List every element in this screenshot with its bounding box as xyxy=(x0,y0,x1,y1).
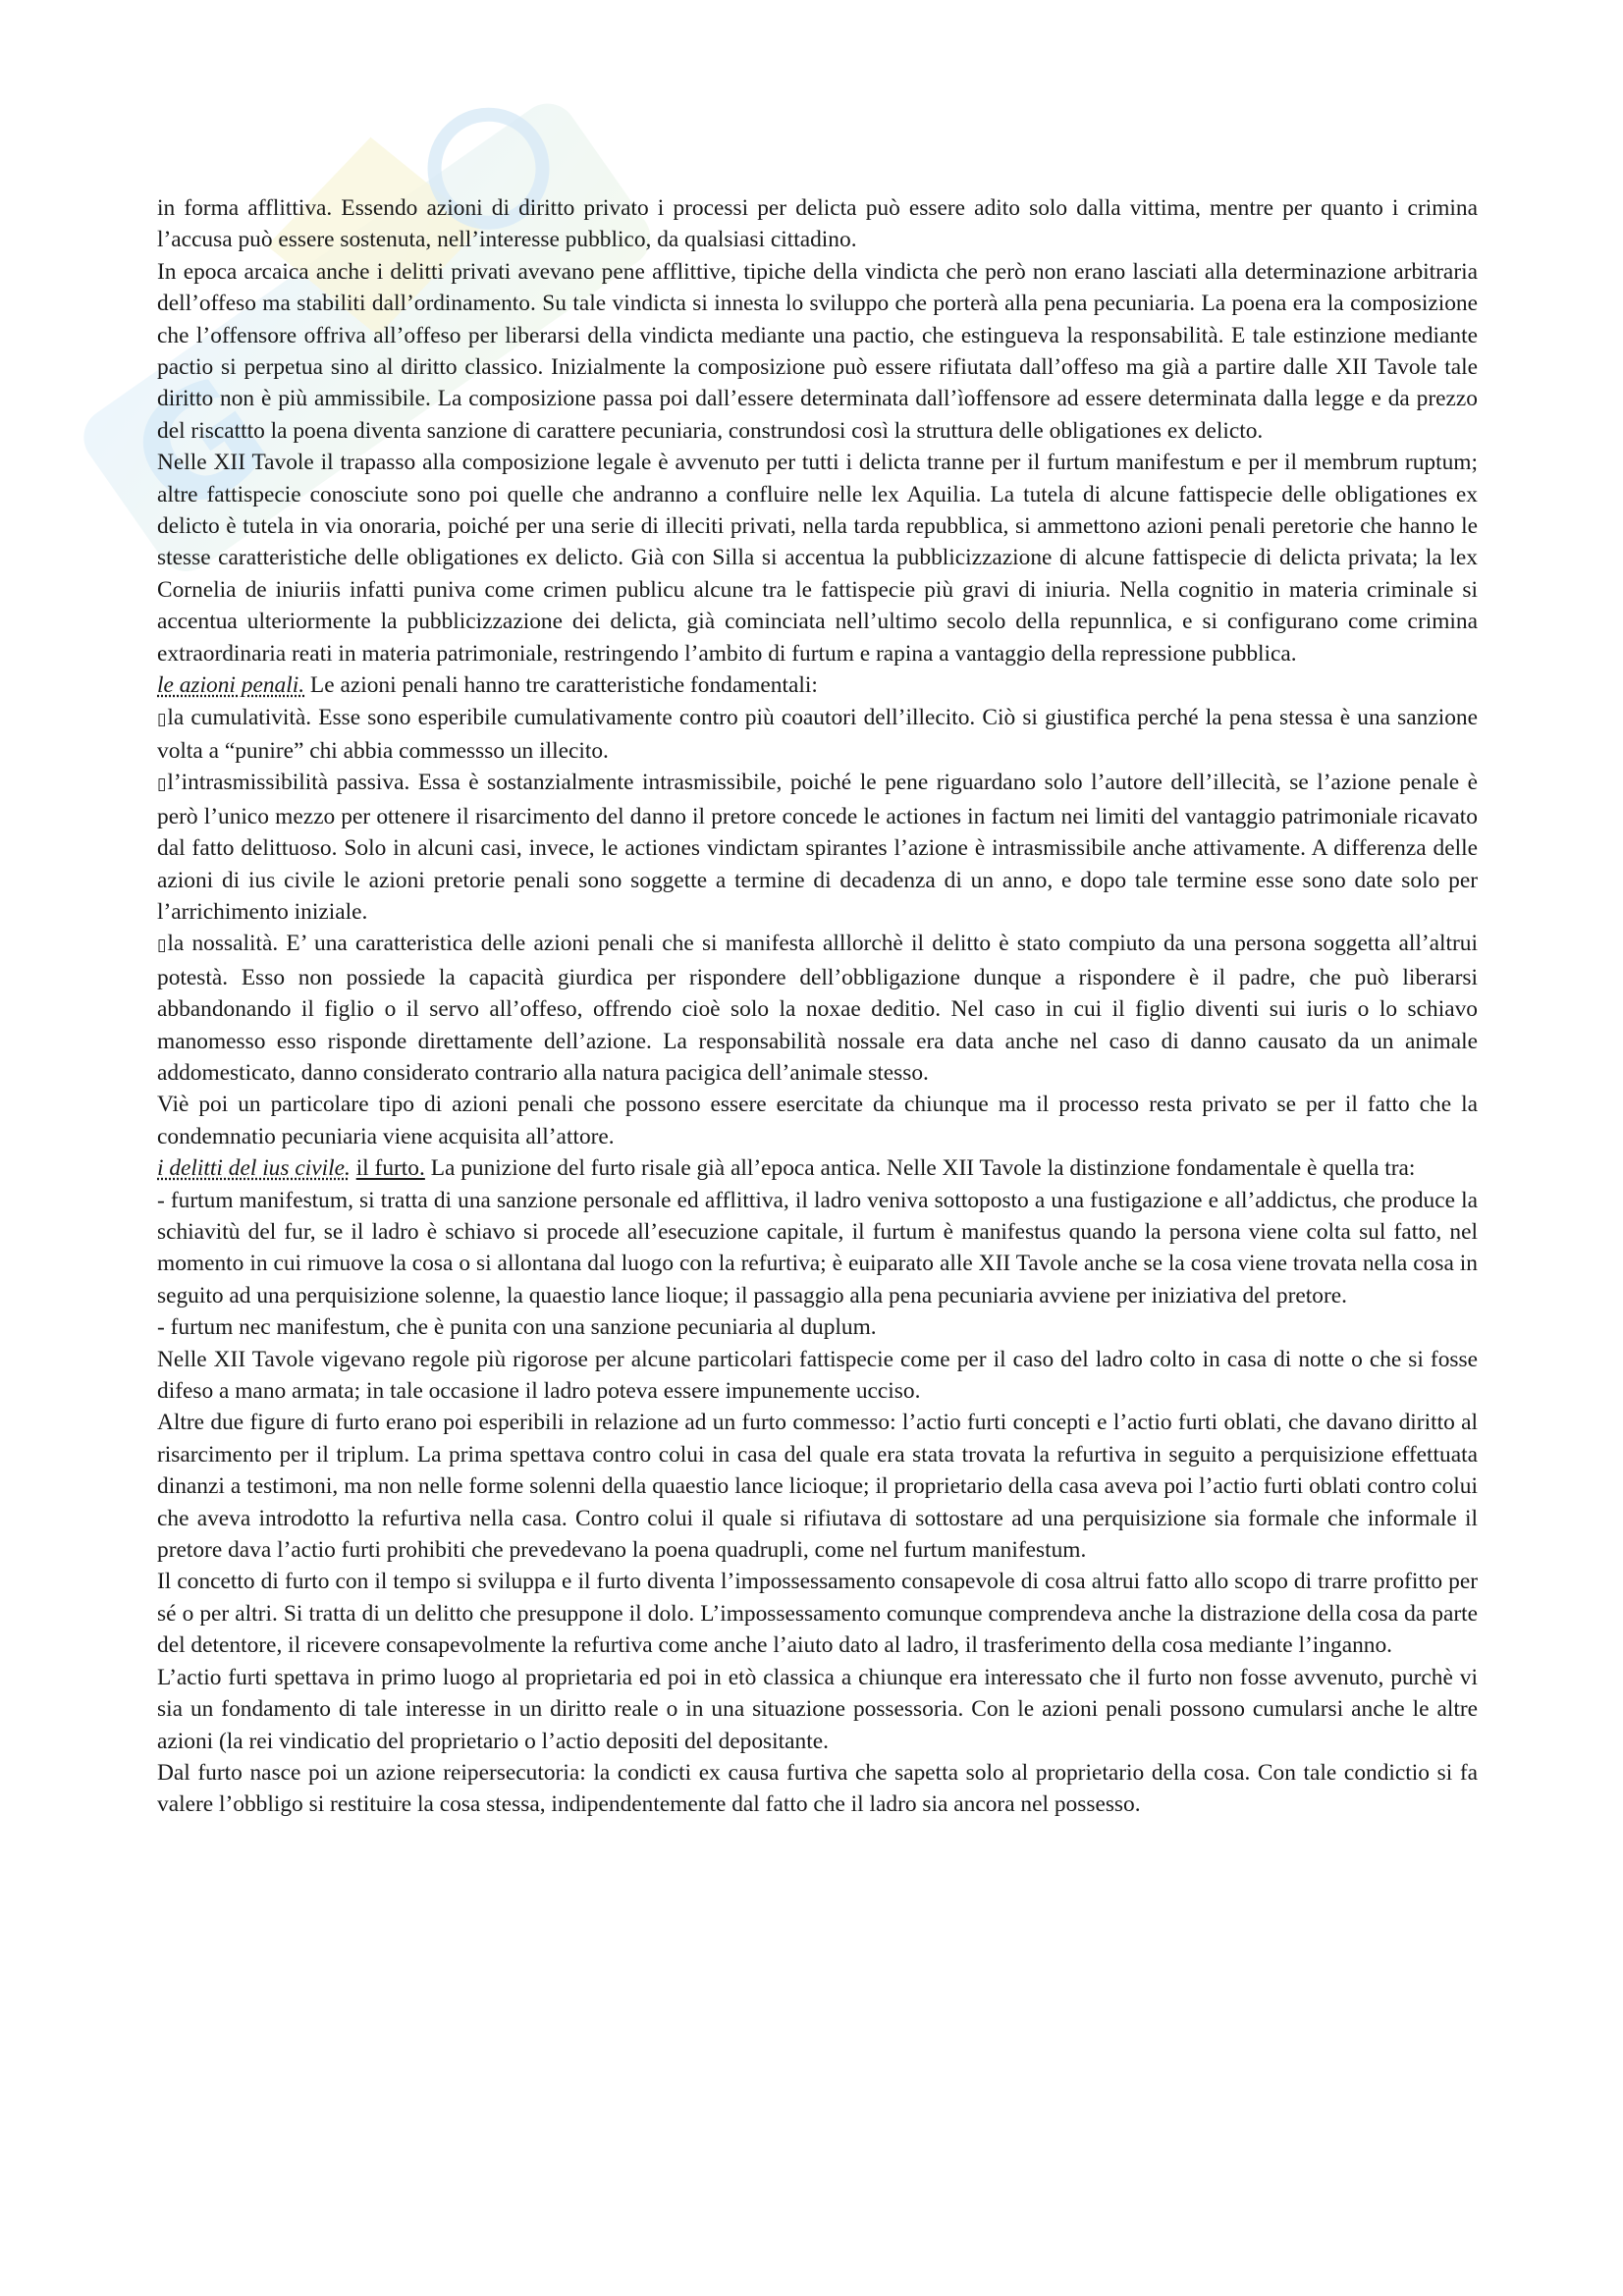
paragraph: Nelle XII Tavole vigevano regole più rigorose per alcune particolari fattispecie come per il caso del ladro colto in casa di notte o che si fosse difeso a mano armata; in tale occasione il ladro poteva essere impunemente ucciso. xyxy=(157,1346,1478,1405)
document-body xyxy=(157,192,1478,1821)
subsection-heading: il furto. xyxy=(355,1155,425,1182)
paragraph: In epoca arcaica anche i delitti privati avevano pene afflittive, tipiche della vindicta che però non erano lasciati alla determinazione arbitraria dell’offeso ma stabiliti dall’ordinamento. Su tale vindicta si innesta lo sviluppo che porterà alla pena pecuniaria. La poena era la composizione che l’offensore offriva all’offeso per liberarsi della vindicta mediante una pactio, che estingueva la responsabilità. E tale estinzione mediante pactio si perpetua sino al diritto classico. Inizialmente la composizione può essere rifiutata dall’offeso ma già a partire dalle XII Tavole tale diritto non è più ammissibile. La composizione passa poi dall’essere determinata dall’ìoffensore ad essere determinata dalla legge e da prezzo del riscattto la poena diventa sanzione di carattere pecuniaria, construndosi così la struttura delle obligationes ex delicto. xyxy=(157,258,1478,444)
bullet-text: la cumulatività. Esse sono esperibile cumulativamente contro più coautori dell’illecito. Ciò si giustifica perché la pena stessa è una sanzione volta a “punire” chi abbia commessso un illecito. xyxy=(157,704,1478,764)
paragraph: L’actio furti spettava in primo luogo al proprietaria ed poi in etò classica a chiunque era interessato che il furto non fosse avvenuto, purchè vi sia un fondamento di tale interesse in un diritto reale o in una situazione possessoria. Con le azioni penali possono cumularsi anche le altre azioni (la rei vindicatio del proprietario o l’actio depositi del depositante. xyxy=(157,1664,1478,1754)
paragraph-text: Le azioni penali hanno tre caratteristiche fondamentali: xyxy=(304,672,818,699)
paragraph: Nelle XII Tavole il trapasso alla composizione legale è avvenuto per tutti i delicta tranne per il furtum manifestum e per il membrum ruptum; altre fattispecie conosciute sono poi quelle che andranno a confluire nelle lex Aquilia. La tutela di alcune fattispecie delle obligationes ex delicto è tutela in via onoraria, poiché per una serie di illeciti privati, nella tarda repubblica, si ammettono azioni penali peretorie che hanno le stesse caratteristiche delle obligationes ex delicto. Già con Silla si accentua la pubblicizzazione di alcune fattispecie di delicta privata; la lex Cornelia de iniuriis infatti puniva come crimen publicu alcune tra le fattispecie più gravi di iniuria. Nella cognitio in materia criminale si accentua ulteriormente la pubblicizzazione dei delicta, già cominciata nell’ultimo secolo della repunnlica, e si configurano come crimina extraordinaria reati in materia patrimoniale, restringendo l’ambito di furtum e rapina a vantaggio della repressione pubblica. xyxy=(157,450,1478,667)
paragraph: in forma afflittiva. Essendo azioni di diritto privato i processi per delicta può essere adito solo dalla vittima, mentre per quanto i crimina l’accusa può essere sostenuta, nell’interesse pubblico, da qualsiasi cittadino. xyxy=(157,195,1478,253)
paragraph: Viè poi un particolare tipo di azioni penali che possono essere esercitate da chiunque ma il processo resta privato se per il fatto che la condemnatio pecuniaria viene acquisita all’attore. xyxy=(157,1092,1478,1149)
section-heading: i delitti del ius civile. xyxy=(157,1155,351,1182)
bullet-text: l’intrasmissibilità passiva. Essa è sostanzialmente intrasmissibile, poiché le pene riguardano solo l’autore dell’illecità, se l’azione penale è però l’unico mezzo per ottenere il risarcimento del danno il pretore concede le actiones in factum nei limiti del vantaggio patrimoniale ricavato dal fatto delittuoso. Solo in alcuni casi, invece, le actiones vindictam spirantes l’azione è intrasmissibile anche attivamente. A differenza delle azioni di ius civile le azioni pretorie penali sono soggette a termine di decadenza di un anno, e dopo tale termine esse sono date solo per l’arrichimento iniziale. xyxy=(157,770,1478,925)
bullet-item xyxy=(157,767,1478,928)
paragraph: Dal furto nasce poi un azione reipersecutoria: la condicti ex causa furtiva che sapetta solo al proprietario della cosa. Con tale condictio si fa valere l’obbligo si restituire la cosa stessa, indipendentemente dal fatto che il ladro sia ancora nel possesso. xyxy=(157,1759,1478,1818)
bullet-text: la nossalità. E’ una caratteristica delle azioni penali che si manifesta alllorchè il delitto è stato compiuto da una persona soggetta all’altrui potestà. Esso non possiede la capacità giurdica per rispondere dell’obbligazione dunque a rispondere è il padre, che può liberarsi abbandonando il figlio o il servo all’offeso, offrendo cioè solo la noxae deditio. Nel caso in cui il figlio diventi sui iuris o lo schiavo manomesso esso risponde direttamente dell’azione. La responsabilità nossale era data anche nel caso di danno causato da un animale addomesticato, danno considerato contrario alla natura pacigica dell’animale stesso. xyxy=(157,931,1478,1086)
bullet-item xyxy=(157,702,1478,768)
paragraph: Il concetto di furto con il tempo si sviluppa e il furto diventa l’impossessamento consapevole di cosa altrui fatto allo scopo di trarre profitto per sé o per altri. Si tratta di un delitto che presuppone il dolo. L’impossessamento comunque comprendeva anche la distrazione della cosa da parte del detentore, il ricevere consapevolmente la refurtiva come anche l’aiuto dato al ladro, il trasferimento della cosa mediante l’inganno. xyxy=(157,1569,1478,1659)
section-paragraph xyxy=(157,1152,1478,1184)
paragraph: - furtum nec manifestum, che è punita con una sanzione pecuniaria al duplum. xyxy=(157,1314,877,1341)
paragraph: Altre due figure di furto erano poi esperibili in relazione ad un furto commesso: l’actio furti concepti e l’actio furti oblati, che davano diritto al risarcimento per il triplum. La prima spettava contro colui in casa del quale era stata trovata la refurtiva in seguito a perquisizione effettuata dinanzi a testimoni, ma non nelle forme solenni della quaestio lance licioque; il proprietario della casa aveva poi l’actio furti oblati contro colui che aveva introdotto la refurtiva nella casa. Contro colui il quale si rifiutava di sottostare ad una perquisizione sia formale che informale il pretore dava l’actio furti prohibiti che prevedevano la poena quadrupli, come nel furtum manifestum. xyxy=(157,1410,1478,1564)
paragraph: - furtum manifestum, si tratta di una sanzione personale ed afflittiva, il ladro veniva sottoposto a una fustigazione e all’addictus, che produce la schiavitù del fur, se il ladro è schiavo si procede all’esecuzione capitale, il furtum è manifestus quando la persona viene colta sul fatto, nel momento in cui rimuove la cosa o si allontana dal luogo con la refurtiva; è euiparato alle XII Tavole anche se la cosa viene trovata nella cosa in seguito ad una perquisizione solenne, la quaestio lance lioque; il passaggio alla pena pecuniaria avviene per iniziativa del pretore. xyxy=(157,1187,1478,1308)
paragraph-text: La punizione del furto risale già all’epoca antica. Nelle XII Tavole la distinzione fondamentale è quella tra: xyxy=(424,1155,1416,1182)
section-paragraph xyxy=(157,669,1478,701)
svg-text:G: G xyxy=(101,342,299,553)
section-heading: le azioni penali. xyxy=(157,672,305,699)
bullet-item xyxy=(157,928,1478,1089)
